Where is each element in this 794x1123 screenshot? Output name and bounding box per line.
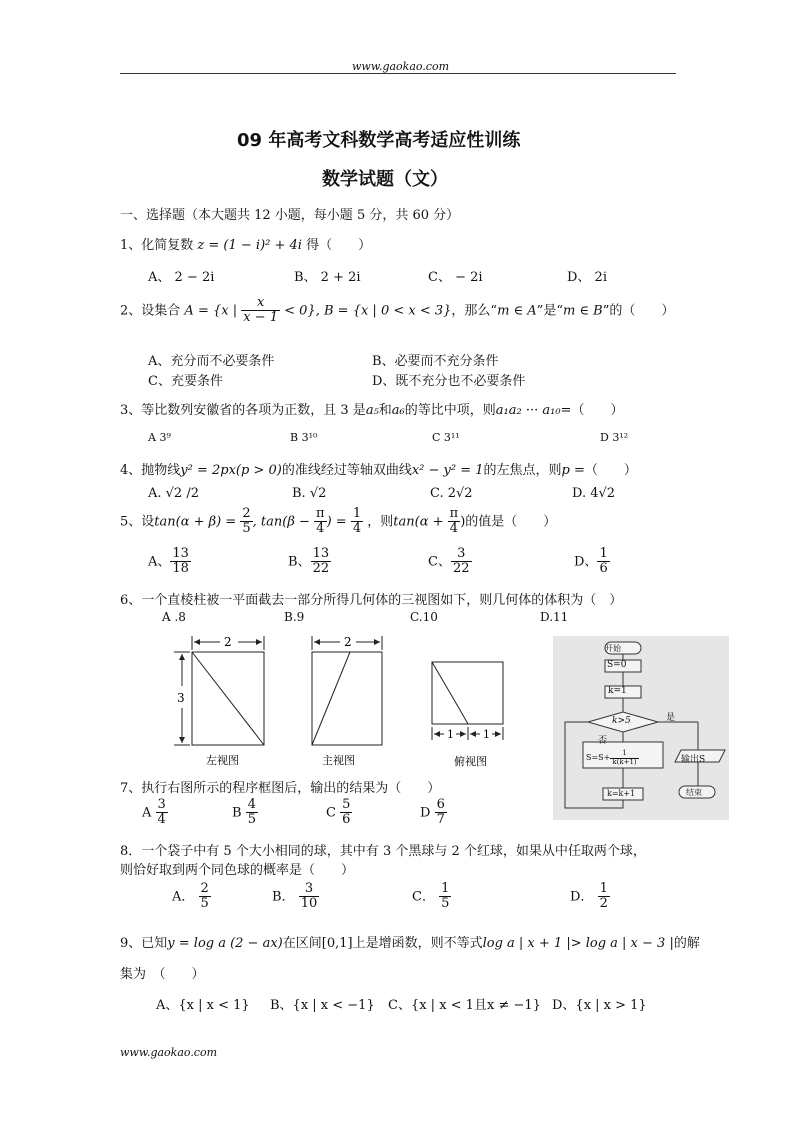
- page-subtitle: 数学试题（文）: [322, 169, 448, 190]
- q5-stem: [120, 507, 556, 537]
- q8-option-d-num: 1: [599, 881, 608, 896]
- q5-option-d-num: 1: [599, 546, 608, 561]
- top-view-caption: 俯视图: [454, 755, 487, 768]
- q7-option-a-frac: [156, 798, 168, 828]
- flowchart-end: 结束: [686, 788, 702, 797]
- q3-stem: [120, 399, 623, 418]
- q5-frac-1-num: 2: [242, 506, 251, 521]
- q5-option-d-label: D、: [574, 554, 598, 570]
- q2-set-a-right: < 0},: [284, 303, 320, 319]
- q2-set-a-left: A = {x |: [184, 303, 238, 319]
- q7-option-d: [420, 798, 447, 828]
- q4-stem-d: （ ）: [584, 463, 637, 478]
- main-view-caption: 主视图: [322, 754, 355, 767]
- q2-option-c: C、充要条件: [148, 374, 223, 389]
- q1-option-c: C、 − 2i: [428, 270, 483, 285]
- q5-stem-a: 5、设: [120, 514, 155, 530]
- q8-stem-line-1: 8．一个袋子中有 5 个大小相同的球，其中有 3 个黑球与 2 个红球，如果从中任取两个球，: [120, 844, 646, 859]
- q5-option-a-frac: [170, 547, 191, 577]
- q4-stem-b: 的准线经过等轴双曲线: [281, 463, 412, 478]
- q2-set-a-fraction: [241, 296, 280, 326]
- q2-stem-a: 2、设集合: [120, 303, 181, 319]
- q9-option-a: A、{x | x < 1}: [156, 998, 250, 1013]
- q8-option-a-den: 5: [200, 896, 209, 912]
- q5-frac-1-den: 5: [242, 521, 251, 537]
- q7-option-b-label: B: [232, 805, 242, 821]
- q6-option-d: D.11: [540, 610, 569, 624]
- q7-option-d-den: 7: [436, 812, 445, 828]
- q5-tan2-mid: ) =: [326, 514, 347, 530]
- q1-stem-b: 得（ ）: [306, 238, 372, 253]
- q6-option-c: C.10: [410, 610, 438, 624]
- q3-and: 和: [378, 403, 392, 418]
- flowchart-inc: k=k+1: [607, 789, 636, 798]
- q8-option-c-label: C．: [412, 889, 435, 905]
- q2-stem: [120, 296, 674, 326]
- q2-option-d: D、既不充分也不必要条件: [372, 374, 526, 389]
- q4-stem: [120, 459, 637, 478]
- q8-option-c: [412, 882, 451, 912]
- q8-option-a: [172, 882, 211, 912]
- flowchart-start: 开始: [605, 644, 621, 653]
- q5-option-a-den: 18: [172, 561, 189, 577]
- left-view-width-label: 2: [224, 635, 232, 649]
- q3-stem-a: 3、等比数列安徽省的各项为正数，且 3 是: [120, 403, 366, 418]
- flowchart-frac-den: k(k+1): [612, 757, 637, 766]
- top-view-crease: [432, 662, 468, 724]
- q8-option-d-den: 2: [599, 896, 608, 912]
- q5-frac-4-den: 4: [449, 521, 459, 537]
- q8-option-d-frac: [598, 882, 610, 912]
- q3-stem-b: 的等比中项，则: [404, 403, 496, 418]
- flowchart-update-label: S=S+: [586, 753, 611, 763]
- q7-option-a-den: 4: [157, 812, 166, 828]
- q2-mid: ”是“: [536, 303, 563, 319]
- q5-frac-2: [314, 507, 327, 537]
- q1-expression: z = (1 − i)² + 4i: [197, 238, 302, 253]
- q5-stem-c: )的值是（ ）: [460, 514, 557, 530]
- main-view-diagonal: [312, 652, 350, 745]
- q5-option-d-frac: [597, 547, 609, 577]
- q5-frac-3-den: 4: [352, 521, 362, 537]
- q7-option-c-den: 6: [342, 812, 351, 828]
- q6-option-a: A .8: [162, 610, 186, 624]
- q8-option-b-den: 10: [300, 896, 318, 912]
- flowchart-no: 否: [598, 736, 608, 746]
- q4-option-d: D. 4√2: [572, 486, 616, 501]
- q7-option-b: [232, 798, 258, 828]
- q9-stem-b: 在区间[0,1]上是增函数，则不等式: [282, 936, 483, 951]
- flowchart-s0: S=0: [607, 660, 627, 670]
- q9-option-d: D、{x | x > 1}: [552, 998, 647, 1013]
- q1-option-b: B、 2 + 2i: [294, 270, 361, 285]
- q7-option-b-num: 4: [247, 797, 256, 812]
- top-view-rect: [432, 662, 503, 724]
- flowchart-lines: [553, 636, 729, 820]
- q8-option-b: [272, 882, 319, 912]
- q7-option-b-den: 5: [247, 812, 256, 828]
- q7-option-b-frac: [246, 798, 258, 828]
- q2-set-b: B = {x | 0 < x < 3}: [323, 303, 452, 319]
- q7-option-d-label: D: [420, 805, 431, 821]
- q2-m-in-b: m ∈ B: [562, 303, 603, 319]
- q8-stem-line-2: 则恰好取到两个同色球的概率是（ ）: [120, 863, 355, 878]
- q7-option-a: [142, 798, 168, 828]
- flowchart-update-frac: [610, 750, 638, 766]
- flowchart-cond: k>5: [612, 716, 631, 726]
- q6-stem: 6、一个直棱柱被一平面截去一部分所得几何体的三视图如下，则几何体的体积为（ ）: [120, 593, 623, 608]
- q3-a6: a₆: [391, 403, 405, 418]
- left-view-diagonal: [192, 652, 264, 745]
- q5-frac-4-num: π: [449, 506, 459, 521]
- q9-stem-line-2: 集为 （ ）: [120, 967, 205, 982]
- q5-option-c-label: C、: [428, 554, 451, 570]
- q5-option-b-label: B、: [288, 554, 311, 570]
- q7-option-d-frac: [435, 798, 447, 828]
- q5-option-b-num: 13: [312, 546, 330, 561]
- q5-option-c-frac: [451, 547, 472, 577]
- q7-option-a-num: 3: [157, 797, 166, 812]
- q9-option-c: C、{x | x < 1且x ≠ −1}: [388, 998, 541, 1013]
- q5-frac-2-den: 4: [316, 521, 325, 537]
- q5-option-c: [428, 547, 472, 577]
- q3-product: a₁a₂ ··· a₁₀: [495, 403, 561, 418]
- q3-option-a: A 3⁹: [148, 431, 171, 444]
- left-view-height-label: 3: [177, 691, 185, 705]
- flowchart-output: 输出S: [681, 755, 706, 765]
- q4-stem-c: 的左焦点，则: [483, 463, 562, 478]
- q7-stem: 7、执行右图所示的程序框图后，输出的结果为（ ）: [120, 781, 441, 796]
- top-view-dim-2-label: 1: [483, 728, 490, 741]
- q8-option-a-frac: [199, 882, 211, 912]
- q8-option-a-label: A．: [172, 889, 195, 905]
- q9-function: y = log a (2 − ax): [167, 936, 283, 951]
- q8-option-b-label: B．: [272, 889, 295, 905]
- three-views-figure: [160, 628, 520, 773]
- left-view-caption: 左视图: [206, 754, 239, 767]
- q8-option-c-den: 5: [441, 896, 450, 912]
- q5-option-c-den: 22: [452, 561, 470, 577]
- flowchart-update: [586, 750, 639, 766]
- q2-stem-b: ，那么“: [451, 303, 498, 319]
- q3-option-b: B 3¹⁰: [290, 431, 318, 444]
- flowchart-yes: 是: [666, 713, 676, 723]
- q5-option-b-den: 22: [312, 561, 330, 577]
- q5-tan1: tan(α + β) =: [154, 514, 237, 530]
- q5-option-d-den: 6: [599, 561, 608, 577]
- q5-option-b: [288, 547, 331, 577]
- q8-option-b-num: 3: [299, 882, 320, 897]
- q1-stem: [120, 234, 371, 253]
- q4-hyperbola: x² − y² = 1: [411, 463, 484, 478]
- q5-option-d: [574, 547, 610, 577]
- q9-option-b: B、{x | x < −1}: [270, 998, 375, 1013]
- q2-m-in-a: m ∈ A: [497, 303, 537, 319]
- top-view-dim-1-label: 1: [447, 728, 454, 741]
- flowchart-k1: k=1: [608, 686, 627, 696]
- q5-tan2: , tan(β −: [252, 514, 310, 530]
- q7-option-c-num: 5: [342, 797, 351, 812]
- q5-tan3: tan(α +: [393, 514, 444, 530]
- q2-stem-c: ”的（ ）: [602, 303, 675, 319]
- q2-frac-num: x: [241, 296, 280, 311]
- q2-frac-den: x − 1: [243, 310, 278, 326]
- q5-option-a-label: A、: [148, 554, 171, 570]
- q9-stem-line-1: [120, 932, 700, 951]
- q5-option-a-num: 13: [172, 546, 189, 561]
- q1-stem-a: 1、化简复数: [120, 238, 194, 253]
- q8-option-d: [570, 882, 610, 912]
- q5-frac-3: [351, 507, 363, 537]
- q6-option-b: B.9: [284, 610, 305, 624]
- q9-stem-c: 的解: [673, 936, 700, 951]
- q2-option-b: B、必要而不充分条件: [372, 354, 499, 369]
- main-view-width-label: 2: [344, 635, 352, 649]
- q1-option-d: D、 2i: [567, 270, 607, 285]
- q5-frac-2-num: π: [316, 506, 325, 521]
- q8-option-b-frac: [299, 882, 320, 912]
- q4-p: p =: [561, 463, 585, 478]
- q9-inequality: log a | x + 1 |> log a | x − 3 |: [482, 936, 674, 951]
- q7-option-d-num: 6: [436, 797, 445, 812]
- q7-option-c-label: C: [326, 805, 336, 821]
- q3-a5: a₅: [365, 403, 379, 418]
- q5-option-a: [148, 547, 191, 577]
- q8-option-c-num: 1: [441, 881, 450, 896]
- q5-frac-1: [240, 507, 252, 537]
- q5-stem-b: ，则: [367, 514, 394, 530]
- flowchart-frac-num: 1: [610, 750, 638, 759]
- header-url: www.gaokao.com: [352, 60, 450, 73]
- q4-option-c: C. 2√2: [430, 486, 473, 501]
- q1-option-a: A、 2 − 2i: [148, 270, 215, 285]
- page-title: 09 年高考文科数学高考适应性训练: [237, 130, 521, 151]
- footer-url: www.gaokao.com: [120, 1046, 218, 1059]
- q3-option-c: C 3¹¹: [432, 431, 460, 444]
- header-rule: [120, 73, 676, 74]
- q7-option-a-label: A: [142, 805, 152, 821]
- q4-stem-a: 4、抛物线: [120, 463, 181, 478]
- q4-option-b: B. √2: [292, 486, 327, 501]
- q3-option-d: D 3¹²: [600, 431, 629, 444]
- q4-parabola: y² = 2px(p > 0): [180, 463, 282, 478]
- q3-stem-c: =（ ）: [560, 403, 624, 418]
- q4-option-a: A. √2 /2: [148, 486, 199, 501]
- q5-frac-3-num: 1: [352, 506, 362, 521]
- q7-option-c-frac: [340, 798, 352, 828]
- q5-option-b-frac: [311, 547, 332, 577]
- q5-frac-4: [448, 507, 461, 537]
- q7-option-c: [326, 798, 352, 828]
- q5-option-c-num: 3: [451, 547, 472, 562]
- q8-option-a-num: 2: [200, 881, 209, 896]
- q9-stem-a: 9、已知: [120, 936, 168, 951]
- q2-option-a: A、充分而不必要条件: [148, 354, 275, 369]
- section-heading: 一、选择题（本大题共 12 小题，每小题 5 分，共 60 分）: [120, 208, 460, 223]
- main-view-rect: [312, 652, 382, 745]
- q8-option-c-frac: [439, 882, 451, 912]
- q8-option-d-label: D．: [570, 889, 594, 905]
